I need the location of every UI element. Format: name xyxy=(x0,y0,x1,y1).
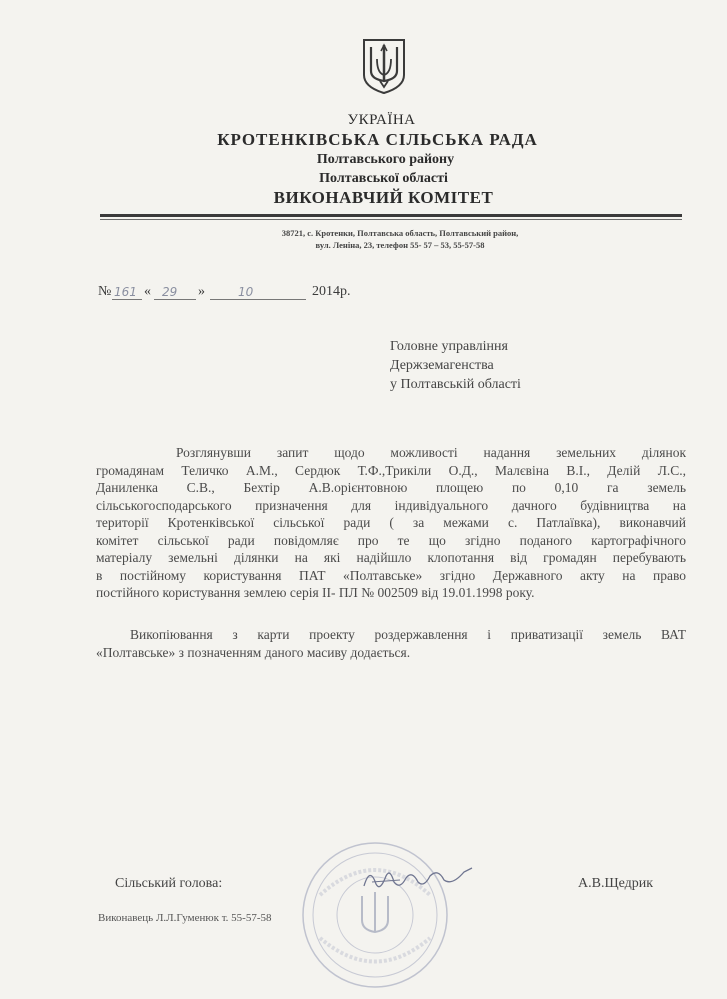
body-line: в постійному користування ПАТ «Полтавське» згідно Державного акту на право xyxy=(96,567,686,583)
body-line: території Кротенківської сільської ради ( за межами с. Патлаївка), виконавчий xyxy=(96,515,686,530)
body-line: Даниленка С.В., Бехтір А.В.орієнтовною площею по 0,10 га земель xyxy=(96,480,686,495)
reference-line xyxy=(98,284,398,304)
body-line: Розглянувши запит щодо можливості надання земельних ділянок xyxy=(176,445,686,460)
handwritten-signature xyxy=(360,862,475,894)
addressee-line: у Полтавській області xyxy=(390,377,521,392)
body-line: матеріалу земельні ділянки на які надійшло клопотання від громадян перебувають xyxy=(96,550,686,565)
addressee-block xyxy=(390,337,521,394)
committee-name: ВИКОНАВЧИЙ КОМІТЕТ xyxy=(273,188,494,207)
country-name: УКРАЇНА xyxy=(347,112,416,128)
reference-day-close: » xyxy=(198,284,205,299)
council-name: КРОТЕНКІВСЬКА СІЛЬСЬКА РАДА xyxy=(217,130,538,149)
address-line-1: 38721, с. Кротенки, Полтавська область, Полтавський район, xyxy=(281,228,519,238)
body-paragraph-2 xyxy=(96,626,686,661)
body-line: Викопіювання з карти проекту роздержавлення і приватизації земель ВАТ xyxy=(130,627,686,642)
addressee-line: Головне управління xyxy=(390,339,508,354)
body-line: постійного користування землею серія ІІ- ПЛ № 002509 від 19.01.1998 року. xyxy=(96,585,535,600)
signatory-title: Сільський голова: xyxy=(115,876,223,891)
executor-line: Виконавець Л.Л.Гуменюк т. 55-57-58 xyxy=(98,912,272,924)
header-rule-thin xyxy=(100,219,682,220)
reference-year: 2014р. xyxy=(312,284,351,299)
district-name: Полтавського району xyxy=(316,152,455,167)
region-name: Полтавської області xyxy=(319,171,448,186)
body-line: громадянам Теличко А.М., Сердюк Т.Ф.,Трикіли О.Д., Малєвіна В.І., Делій Л.С., xyxy=(96,462,686,478)
trident-icon xyxy=(360,37,408,95)
body-line: «Полтавське» з позначенням даного масиву додається. xyxy=(96,644,411,660)
reference-day-open: « xyxy=(144,284,151,299)
reference-prefix: № xyxy=(98,284,112,299)
reference-day: 29 xyxy=(162,285,178,299)
signatory-name: А.В.Щедрик xyxy=(578,876,654,891)
body-line: комітет сільської ради повідомляє про те що згідно поданого картографічного xyxy=(96,532,686,548)
body-line: сільськогосподарського призначення для індивідуального дачного будівництва на xyxy=(96,497,686,513)
header-rule xyxy=(100,214,682,217)
body-paragraph-1 xyxy=(96,444,686,602)
reference-month: 10 xyxy=(238,285,254,299)
reference-number: 161 xyxy=(114,285,137,299)
address-line-2: вул. Леніна, 23, телефон 55- 57 – 53, 55-57-58 xyxy=(315,240,485,250)
addressee-line: Держземагенства xyxy=(390,358,494,373)
